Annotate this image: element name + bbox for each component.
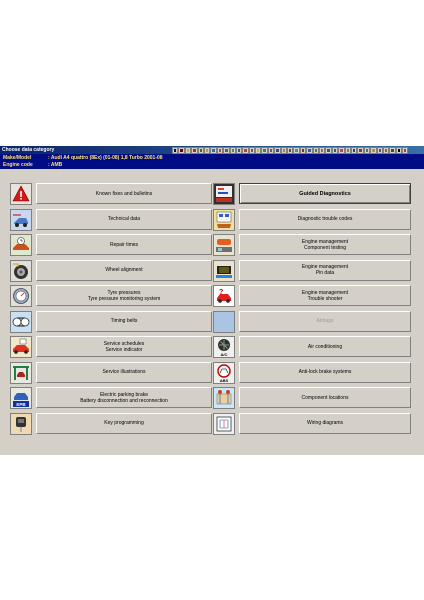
category-label-line-1: Electric parking brake [99, 391, 149, 398]
right-category-4 [213, 260, 411, 282]
right-category-7 [213, 336, 411, 358]
toolbar-glyph-icon [385, 149, 387, 152]
category-label-line-1: Key programming [104, 420, 144, 426]
warning-triangle-icon[interactable] [10, 183, 32, 205]
toolbar-glyph-icon [232, 149, 234, 152]
left-category-3 [10, 234, 200, 256]
toolbar-glyph-icon [270, 149, 272, 152]
toolbar-glyph-icon [225, 149, 227, 152]
category-label-line-1: Air conditioning [307, 343, 343, 350]
left-category-5 [10, 285, 200, 307]
category-label-line-1: Service illustrations [102, 369, 146, 375]
right-category-button-10[interactable] [239, 413, 411, 434]
right-category-2 [213, 209, 411, 231]
service-illustrations-icon[interactable] [10, 362, 32, 384]
service-schedule-icon[interactable] [10, 336, 32, 358]
right-category-button-9[interactable] [239, 387, 411, 408]
right-category-button-3[interactable] [239, 234, 411, 255]
category-label-line-1: Engine management [301, 238, 349, 245]
right-category-5 [213, 285, 411, 307]
category-label-line-1: Anti-lock brake systems [298, 369, 352, 375]
tyre-pressure-icon[interactable] [10, 285, 32, 307]
toolbar-glyph-icon [404, 149, 406, 152]
right-category-button-5[interactable] [239, 285, 411, 306]
toolbar-glyph-icon [295, 149, 297, 152]
toolbar-glyph-icon [353, 149, 355, 152]
make-model-value: : Audi A4 quattro (8Ex) (01-08) 1,8 Turbo 2001-08 [48, 155, 163, 161]
blank-icon[interactable] [213, 311, 235, 333]
left-category-4 [10, 260, 200, 282]
toolbar [172, 146, 408, 154]
right-category-button-2[interactable] [239, 209, 411, 230]
engine-code-label: Engine code [3, 162, 33, 168]
category-label-line-2: Service indicator [105, 346, 143, 353]
left-category-button-1[interactable] [36, 183, 212, 204]
svg-text:?: ? [219, 289, 224, 296]
toolbar-glyph-icon [327, 149, 329, 152]
toolbar-glyph-icon [391, 149, 393, 152]
category-label-line-1: Engine management [301, 264, 349, 270]
category-label-line-1: Component locations [301, 394, 349, 401]
application-window [0, 146, 424, 455]
toolbar-glyph-icon [212, 149, 214, 152]
toolbar-glyph-icon [283, 149, 285, 152]
toolbar-glyph-icon [276, 149, 278, 152]
window-title: Choose data category [2, 147, 55, 153]
right-category-3 [213, 234, 411, 256]
toolbar-glyph-icon [347, 149, 349, 152]
toolbar-glyph-icon [251, 149, 253, 152]
toolbar-glyph-icon [308, 149, 310, 152]
toolbar-glyph-icon [398, 149, 400, 152]
category-label-line-1: Technical data [108, 216, 140, 222]
engine-management-icon[interactable] [213, 234, 235, 256]
trouble-codes-icon[interactable] [213, 209, 235, 231]
toolbar-glyph-icon [315, 149, 317, 152]
trouble-shooter-icon[interactable] [213, 285, 235, 307]
right-category-8 [213, 362, 411, 384]
category-label-line-1: Repair times [109, 241, 139, 248]
category-label-line-1: Guided Diagnostics [299, 190, 351, 197]
left-category-button-2[interactable] [36, 209, 212, 230]
vehicle-info-bar [0, 154, 424, 169]
right-category-9 [213, 387, 411, 409]
left-category-2 [10, 209, 200, 231]
toolbar-glyph-icon [334, 149, 336, 152]
toolbar-glyph-icon [238, 149, 240, 152]
category-label-line-1: Known fixes and bulletins [95, 190, 153, 197]
right-category-button-6[interactable] [239, 311, 411, 332]
toolbar-glyph-icon [244, 149, 246, 152]
toolbar-button-37[interactable] [402, 147, 408, 154]
repair-times-icon[interactable] [10, 234, 32, 256]
category-label-line-2: Component testing [304, 244, 346, 251]
left-category-button-6[interactable] [36, 311, 212, 332]
toolbar-glyph-icon [219, 149, 221, 152]
technical-data-icon[interactable] [10, 209, 32, 231]
category-label-line-1: Wheel alignment [105, 267, 143, 273]
category-label-line-1: Service schedules [103, 340, 145, 347]
right-category-button-4[interactable] [239, 260, 411, 281]
left-category-7 [10, 336, 200, 358]
toolbar-glyph-icon [257, 149, 259, 152]
pin-data-icon[interactable] [213, 260, 235, 282]
svg-text:ABS: ABS [219, 377, 229, 383]
toolbar-glyph-icon [200, 149, 202, 152]
category-label-line-2: Pin data [315, 270, 335, 276]
svg-text:A/C: A/C [220, 352, 228, 357]
toolbar-glyph-icon [193, 149, 195, 152]
toolbar-glyph-icon [359, 149, 361, 152]
timing-belts-icon[interactable] [10, 311, 32, 333]
air-conditioning-icon[interactable] [213, 336, 235, 358]
abs-icon[interactable] [213, 362, 235, 384]
category-grid [0, 169, 424, 455]
toolbar-glyph-icon [263, 149, 265, 152]
left-category-1 [10, 183, 200, 205]
left-category-button-5[interactable] [36, 285, 212, 306]
category-label-line-1: Wiring diagrams [306, 420, 344, 426]
wiring-diagrams-icon[interactable] [213, 413, 235, 435]
toolbar-glyph-icon [187, 149, 189, 152]
category-label-line-2: Trouble shooter [307, 295, 343, 302]
toolbar-glyph-icon [174, 149, 176, 152]
left-category-6 [10, 311, 200, 333]
category-label-line-1: Engine management [301, 289, 349, 296]
engine-code-value: : AMB [48, 162, 63, 168]
left-category-button-9[interactable] [36, 387, 212, 408]
category-label-line-2: Tyre pressure monitoring system [87, 295, 161, 302]
toolbar-glyph-icon [372, 149, 374, 152]
left-category-9 [10, 387, 200, 409]
key-programming-icon[interactable] [10, 413, 32, 435]
toolbar-glyph-icon [321, 149, 323, 152]
toolbar-glyph-icon [340, 149, 342, 152]
parking-brake-icon[interactable] [10, 387, 32, 409]
toolbar-glyph-icon [302, 149, 304, 152]
left-category-button-4[interactable] [36, 260, 212, 281]
left-category-button-7[interactable] [36, 336, 212, 357]
toolbar-glyph-icon [289, 149, 291, 152]
left-category-button-8[interactable] [36, 362, 212, 383]
right-category-button-7[interactable] [239, 336, 411, 357]
toolbar-glyph-icon [366, 149, 368, 152]
make-model-label: Make/Model [3, 155, 32, 161]
right-category-6 [213, 311, 411, 333]
category-label-line-1: Diagnostic trouble codes [297, 216, 353, 222]
left-category-button-10[interactable] [36, 413, 212, 434]
toolbar-glyph-icon [180, 149, 182, 152]
category-label-line-2: Battery disconnection and reconnection [80, 397, 168, 404]
toolbar-glyph-icon [206, 149, 208, 152]
left-category-10 [10, 413, 200, 435]
right-category-10 [213, 413, 411, 435]
guided-diagnostics-icon[interactable] [213, 183, 235, 205]
right-category-button-1[interactable] [239, 183, 411, 204]
category-label-line-1: Timing belts [110, 318, 138, 324]
toolbar-glyph-icon [379, 149, 381, 152]
category-label-line-1: Airbags [316, 318, 334, 324]
component-locations-icon[interactable] [213, 387, 235, 409]
category-label-line-1: Tyre pressures [107, 289, 141, 296]
right-category-button-8[interactable] [239, 362, 411, 383]
right-category-1 [213, 183, 411, 205]
left-category-button-3[interactable] [36, 234, 212, 255]
left-category-8 [10, 362, 200, 384]
svg-text:EPB: EPB [16, 402, 26, 407]
title-bar [0, 146, 424, 154]
wheel-alignment-icon[interactable] [10, 260, 32, 282]
